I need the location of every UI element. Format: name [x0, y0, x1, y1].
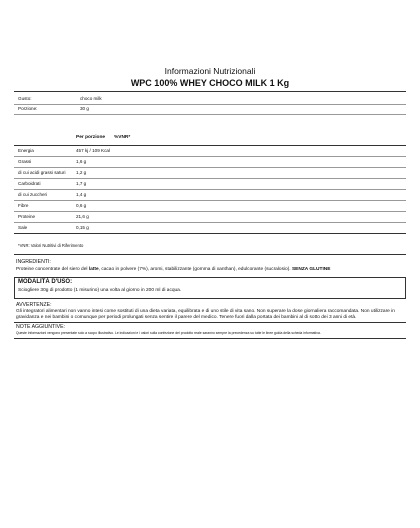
column-header-vnr: %VNR* — [114, 135, 131, 140]
nutrient-label: di cui acidi grassi saturi — [18, 170, 66, 175]
nutrient-value: 0,6 g — [76, 203, 87, 208]
allergen-milk: latte — [88, 267, 99, 272]
divider — [14, 178, 406, 179]
divider — [14, 222, 406, 223]
ingredients-title: INGREDIENTI: — [16, 259, 51, 265]
divider — [14, 211, 406, 212]
ingredients-text: Proteine concentrate del siero del latte, cacao in polvere (7%), aromi, stabilizzante (gomma di xanthan), edulcorante (sucralosio). SENZA GLUTINE — [16, 267, 331, 272]
nutrient-label: Grassi — [18, 159, 32, 164]
flavor-label: Gusto: — [18, 96, 32, 101]
nutrient-label: Fibre — [18, 203, 29, 208]
product-title: WPC 100% WHEY CHOCO MILK 1 Kg — [130, 78, 290, 88]
nutrient-value: 1,4 g — [76, 192, 87, 197]
portion-label: Porzione: — [18, 106, 38, 111]
notes-title: NOTE AGGIUNTIVE: — [16, 324, 65, 330]
nutrient-label: Sale — [18, 225, 28, 230]
nutrient-value: 1,6 g — [76, 159, 87, 164]
portion-value: 30 g — [80, 106, 89, 111]
usage-title: MODALITÀ D'USO: — [18, 279, 73, 285]
divider — [14, 104, 406, 105]
divider — [14, 200, 406, 201]
divider — [14, 167, 406, 168]
sheet-subtitle: Informazioni Nutrizionali — [164, 66, 256, 76]
nutrient-label: di cui zuccheri — [18, 192, 48, 197]
divider — [14, 322, 406, 323]
divider — [14, 233, 406, 234]
divider — [14, 91, 406, 92]
flavor-value: choco milk — [80, 96, 102, 101]
divider — [14, 338, 406, 339]
vnr-footnote: *VNR: Valori Nutritivi di Riferimento — [18, 243, 84, 248]
gluten-free-badge: SENZA GLUTINE — [291, 267, 331, 272]
divider — [14, 156, 406, 157]
nutrient-value: 0,15 g — [76, 225, 89, 230]
warnings-title: AVVERTENZE: — [16, 302, 52, 308]
divider — [14, 114, 406, 115]
divider — [14, 189, 406, 190]
notes-text: Queste informazioni vengono presentate solo a scopo illustrativo. Le indicazioni e i valori sulla confezione del prodotto reale saranno sempre la precedenza su tutte le linee guida della scheda informativa. — [16, 331, 321, 335]
nutrient-value: 1,7 g — [76, 181, 87, 186]
nutrient-label: Carboidrati — [18, 181, 41, 186]
column-header-portion: Per porzione — [76, 135, 106, 140]
divider — [14, 145, 406, 146]
nutrient-label: Energia — [18, 148, 34, 153]
usage-text: Sciogliere 30g di prodotto (1 misurino) una volta al giorno in 200 ml di acqua. — [18, 288, 182, 293]
nutrient-label: Proteine — [18, 214, 36, 219]
nutrient-value: 457 kj / 109 Kcal — [76, 148, 110, 153]
divider — [14, 254, 406, 255]
nutrient-value: 21,6 g — [76, 214, 89, 219]
warnings-text: Gli integratori alimentari non vanno intesi come sostituti di una dieta variata, equilibrata e di uno stile di vita sano. Non superare la dose giornaliera raccomandata. Non utilizzare in gravidanza e nei bambini o comunque per periodi prolungati senza sentire il parere del medico. Tenere fuori dalla portata dei bambini al di sotto dei 3 anni di età. — [16, 309, 395, 320]
nutrient-value: 1,2 g — [76, 170, 87, 175]
